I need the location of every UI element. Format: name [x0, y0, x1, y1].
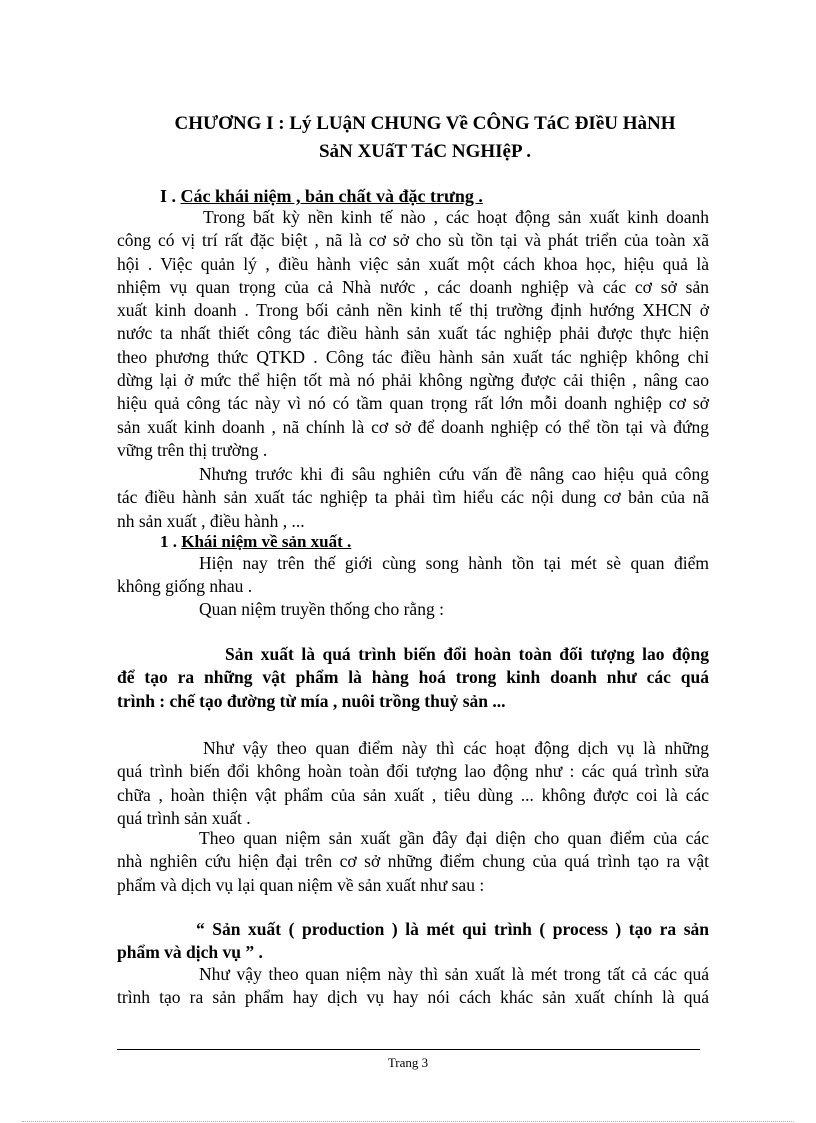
text-line: nhà nghiên cứu hiện đại trên cơ sở những điểm chung của quá trình tạo ra vật [117, 851, 709, 872]
subsection-title: Khái niệm về sản xuất . [181, 532, 352, 551]
text-line: dừng lại ở mức thể hiện tốt mà nó phải không ngừng được cải thiện , nâng cao [117, 370, 709, 391]
page-bottom-dotted-border [22, 1121, 794, 1122]
paragraph-1 [117, 206, 709, 462]
text-line: Hiện nay trên thế giới cùng song hành tồn tại mét sè quan điểm [199, 553, 709, 573]
text-line: quá trình sản xuất . [117, 807, 251, 828]
paragraph-3 [117, 552, 709, 599]
subsection-number: 1 . [160, 532, 182, 551]
footer-divider [117, 1049, 700, 1050]
text-line: phẩm và dịch vụ lại quan niệm về sản xuất như sau : [117, 874, 485, 895]
text-line: chữa , hoàn thiện vật phẩm của sản xuất , tiêu dùng ... không được coi là các [117, 784, 709, 805]
text-line: tác điều hành sản xuất tác nghiệp ta phải tìm hiểu các nội dung cơ bản của nã [117, 487, 709, 508]
text-line: quá trình biến đổi không hoàn toàn đối tượng lao động như : các quá trình sửa [117, 761, 709, 782]
text-line: Như vậy theo quan điểm này thì các hoạt động dịch vụ là những [203, 738, 709, 758]
text-line: Quan niệm truyền thống cho rằng : [199, 599, 444, 619]
text-line: Nhưng trước khi đi sâu nghiên cứu vấn đề nâng cao hiệu quả công [199, 464, 709, 484]
text-line: không giống nhau . [117, 576, 253, 597]
text-line: xuất kinh doanh . Trong bối cảnh nền kinh tế thị trường định hướng XHCN ở [117, 300, 709, 321]
page-number: Trang 3 [387, 1055, 429, 1070]
text-line: để tạo ra những vật phẩm là hàng hoá trong kinh doanh như các quá [117, 667, 709, 688]
text-line: trình : chế tạo đường từ mía , nuôi trồng thuỷ sản ... [117, 690, 506, 711]
text-line: vững trên thị trường . [117, 439, 268, 460]
section-title: Các khái niệm , bản chất và đặc trưng . [180, 186, 483, 206]
text-line: hiệu quả công tác này vì nó có tầm quan trọng rất lớn mỗi doanh nghiệp cơ sở [117, 393, 709, 414]
paragraph-2 [117, 463, 709, 533]
definition-quote-2 [117, 918, 709, 965]
section-number: I . [160, 186, 181, 206]
text-line: hội . Việc quản lý , điều hành việc sản xuất một cách khoa học, hiệu quả là [117, 253, 709, 274]
definition-quote-1 [117, 643, 709, 713]
paragraph-6 [117, 827, 709, 897]
paragraph-4 [117, 598, 709, 621]
text-line: Như vậy theo quan niệm này thì sản xuất là mét trong tất cả các quá [199, 964, 709, 984]
paragraph-7 [117, 963, 709, 1010]
text-line: phẩm và dịch vụ ” . [117, 942, 263, 963]
text-line: nhiệm vụ quan trọng của cả Nhà nước , các doanh nghiệp và các cơ sở sản [117, 276, 709, 297]
chapter-title-line-1: CHƯƠNG I : Lý LUậN CHUNG Về CÔNG TáC ĐIềU HàNH [174, 113, 676, 134]
text-line: Theo quan niệm sản xuất gần đây đại diện cho quan điểm của các [199, 828, 709, 848]
paragraph-5 [117, 737, 709, 830]
text-line: trình tạo ra sản phẩm hay dịch vụ hay nói cách khác sản xuất chính là quá [117, 987, 709, 1008]
text-line: “ Sản xuất ( production ) là mét qui trình ( process ) tạo ra sản [196, 919, 709, 939]
text-line: công có vị trí rất đặc biệt , nã là cơ sở cho sù tồn tại và phát triển của toàn xã [117, 230, 709, 251]
text-line: nh sản xuất , điều hành , ... [117, 510, 305, 531]
text-line: Sản xuất là quá trình biến đổi hoàn toàn đối tượng lao động [225, 644, 709, 664]
text-line: Trong bất kỳ nền kinh tế nào , các hoạt động sản xuất kinh doanh [203, 207, 709, 227]
text-line: sản xuất kinh doanh , nã chính là cơ sở để doanh nghiệp có thể tồn tại và đứng [117, 416, 709, 437]
text-line: nước ta nhất thiết công tác điều hành sản xuất tác nghiệp phải được thực hiện [117, 323, 709, 344]
text-line: theo phương thức QTKD . Công tác điều hành sản xuất tác nghiệp không chỉ [117, 346, 709, 367]
chapter-title-line-2: SảN XUấT TáC NGHIệP . [318, 141, 532, 162]
